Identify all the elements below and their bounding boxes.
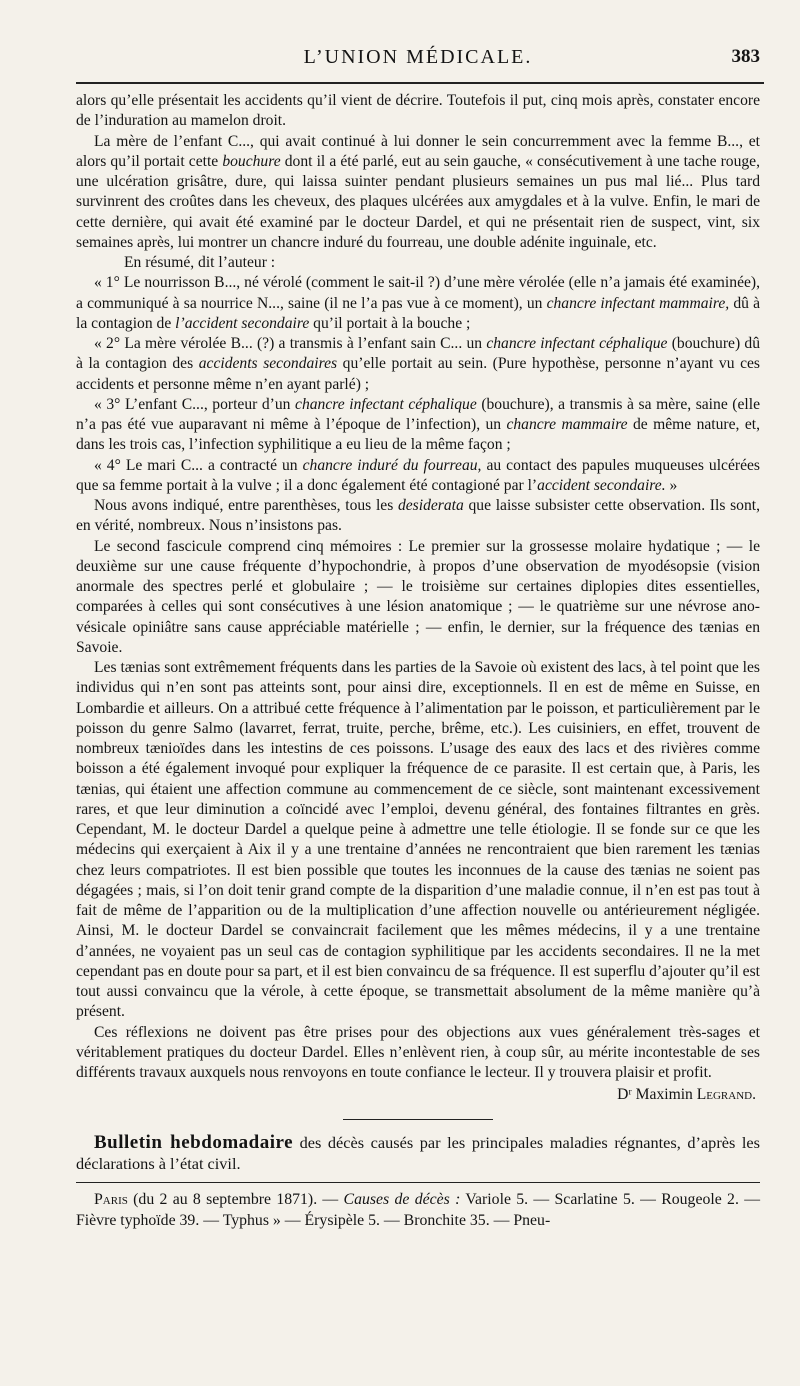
text-run: dont il a été parlé, eut au sein gauche, « consécutivement à une tache rouge, une ulcération grisâtre, dure, qui laissa suinter pendant plusieurs semaines un pus mal lié... Plus tard survinrent des croûtes dans les cheveux, des plaques ulcérées aux amygdales et à la vulve. Enfin, le mari de cette dernière, qui avait été examiné par le docteur Dardel, et qui ne présentait rien de suspect, vint, six semaines après, lui montrer un chancre induré du fourreau, une double adénite inguinale, etc. <box>76 152 760 251</box>
italic-run: bouchure <box>222 152 281 170</box>
italic-run: chancre mammaire <box>506 416 628 433</box>
text-run: » <box>665 476 678 494</box>
italic-run: desiderata <box>397 497 464 514</box>
report-causes-label: Causes de décès : <box>343 1190 461 1208</box>
page-number: 383 <box>731 46 760 67</box>
text-run: « 3° L’enfant C..., porteur d’un <box>94 395 296 413</box>
bulletin-rule <box>76 1182 760 1183</box>
text-run: Ces réflexions ne doivent pas être prises pour des objections aux vues généralement très-sages et véritablement pratiques du docteur Dardel. Elles n’enlèvent rien, à coup sûr, au mérite incontestable de ses différents travaux auxquels nous renvoyons en toute confiance le lecteur. Il y trouvera plaisir et profit. <box>76 1023 760 1081</box>
text-run: Les tænias sont extrêmement fréquents dans les parties de la Savoie où existent des lacs, à tel point que les individus qui n’en sont pas atteints sont, pour ainsi dire, exceptionnels. Il en est de même en Suisse, en Lombardie et ailleurs. On a attribué cette fréquence à l’alimentation par le poisson, et particulièrement par le poisson du genre Salmo (lavarret, ferrat, truite, perche, brême, etc.). Les cuisiniers, en effet, trouvent de nombreux tænioïdes dans les intestins de ces poissons. L’usage des eaux des lacs et des rivières comme boisson a été également invoqué pour expliquer la fréquence de ce parasite. Il est certain que, à Paris, les tænias, qui étaient une affection commune au commencement de ce siècle, sont maintenant excessivement rares, et que leur diminution a coïncidé avec l’emploi, devenu général, des fontaines filtrantes en grès. Cependant, M. le docteur Dardel a quelque peine à admettre une telle étiologie. Il se fonde sur ce que les médecins qui exerçaient à Aix il y a une trentaine d’années ne rencontraient que bien rarement les tænias chez leurs compatriotes. Il est bien possible que toutes les inconnues de la cause des tænias ne soient pas dégagées ; mais, si l’on doit tenir grand compte de la disparition d’une maladie connue, il n’en est pas tout à fait de même de l’apparition ou de la multiplication d’une affection nouvelle ou antérieurement négligée. Ainsi, M. le docteur Dardel se convaincrait facilement que les mêmes médecins, il y a une trentaine d’années, ne voyaient pas un seul cas de contagion syphilitique par les accidents secondaires. Il ne la met cependant pas en doute pour sa part, et il est bien convaincu de sa fréquence. Il est superflu d’ajouter qu’il est tout aussi convaincu que la vérole, à cette époque, se transmettait absolument de la même manière qu’à présent. <box>76 659 760 1021</box>
paragraph-1 <box>76 132 760 254</box>
text-run: (bouchure), a transmis à sa mère, saine (elle n’a pas été vue auparavant ni même à l’époque de l’infection), un <box>76 395 760 433</box>
report-city: Paris <box>94 1190 128 1208</box>
signature-prefix: Dʳ Maximin <box>617 1086 697 1104</box>
italic-run: l’accident secondaire <box>175 314 310 332</box>
running-title: L’UNION MÉDICALE. <box>303 46 533 68</box>
text-run: qu’elle portait au sein. (Pure hypothèse, personne n’ayant vu ces accidents et personne même n’en ayant parlé) ; <box>76 355 760 393</box>
italic-run: accident secondaire. <box>537 476 666 494</box>
italic-run: chancre infectant céphalique <box>486 335 668 352</box>
paragraph-6 <box>76 456 760 497</box>
section-divider <box>343 1119 493 1120</box>
text-run: « 1° Le nourrisson B..., né vérolé (comment le sait-il ?) d’une mère vérolée (elle n’a jamais été examinée), a communiqué à sa nourrice N..., saine (il ne l’a pas vue à ce moment), un <box>76 274 760 312</box>
italic-run: chancre infectant céphalique <box>295 395 477 413</box>
italic-run: chancre infectant mammaire, <box>546 294 730 312</box>
paragraph-3 <box>76 273 760 334</box>
text-run: « 2° La mère vérolée B... (?) a transmis à l’enfant sain C... un <box>94 335 487 352</box>
text-run: au contact des papules muqueuses ulcérées que sa femme portait à la vulve ; il a donc également été contagioné par l’ <box>76 456 760 494</box>
paragraph-8 <box>76 537 760 659</box>
text-run: « 4° Le mari C... a contracté un <box>94 456 303 474</box>
header-rule <box>76 82 764 84</box>
text-run: alors qu’elle présentait les accidents qu’il vient de décrire. Toutefois il put, cinq mois après, constater encore de l’induration au mamelon droit. <box>76 92 760 130</box>
mortality-report <box>76 1189 760 1231</box>
paragraph-9 <box>76 658 760 1023</box>
text-run: En résumé, dit l’auteur : <box>124 254 276 271</box>
page-header <box>76 44 760 74</box>
italic-run: accidents secondaires <box>198 355 338 373</box>
paragraph-4 <box>76 334 760 395</box>
paragraph-10 <box>76 1023 760 1084</box>
paragraph-5 <box>76 395 760 456</box>
signature-surname: Legrand. <box>696 1086 756 1104</box>
bulletin-title: Bulletin hebdomadaire <box>94 1131 294 1153</box>
bulletin-heading <box>76 1132 760 1174</box>
text-run: qu’il portait à la bouche ; <box>309 314 471 332</box>
text-run: dû à la contagion de <box>76 294 760 332</box>
paragraph-0 <box>76 91 760 132</box>
report-dates: (du 2 au 8 septembre 1871). — <box>127 1190 344 1208</box>
text-run: Le second fascicule comprend cinq mémoires : Le premier sur la grossesse molaire hydatique ; — le deuxième sur une cause fréquente d’hypochondrie, à propos d’une observation de myodésopsie (vision anormale des spectres perlé et globulaire ; — le troisième sur certaines diplopies dites essentielles, comparées à celles qui sont consécutives à une lésion anatomique ; — le quatrième sur une névrose ano-vésicale opiniâtre sans cause appréciable matérielle ; — enfin, le dernier, sur la fréquence des tænias en Savoie. <box>76 537 760 656</box>
italic-run: chancre induré du fourreau, <box>302 456 482 474</box>
author-signature <box>76 1085 760 1105</box>
text-run: Nous avons indiqué, entre parenthèses, tous les <box>94 497 398 514</box>
bulletin-subtitle: des décès causés par les principales maladies régnantes, d’après les déclarations à l’état civil. <box>76 1132 760 1173</box>
text-run: de même nature, et, dans les trois cas, l’infection syphilitique a eu lieu de la même façon ; <box>76 416 760 454</box>
text-run: (bouchure) dû à la contagion des <box>76 335 761 373</box>
report-causes: Variole 5. — Scarlatine 5. — Rougeole 2. — Fièvre typhoïde 39. — Typhus » — Érysipèle 5. — Bronchite 35. — Pneu- <box>76 1190 760 1229</box>
paragraph-2 <box>76 253 760 273</box>
text-run: La mère de l’enfant C..., qui avait continué à lui donner le sein concurremment avec la femme B..., et alors qu’il portait cette <box>76 132 760 170</box>
text-run: que laisse subsister cette observation. Ils sont, en vérité, nombreux. Nous n’insistons pas. <box>76 497 760 535</box>
paragraph-7 <box>76 496 760 537</box>
article-body <box>76 91 760 1231</box>
bulletin-section <box>76 1132 760 1231</box>
